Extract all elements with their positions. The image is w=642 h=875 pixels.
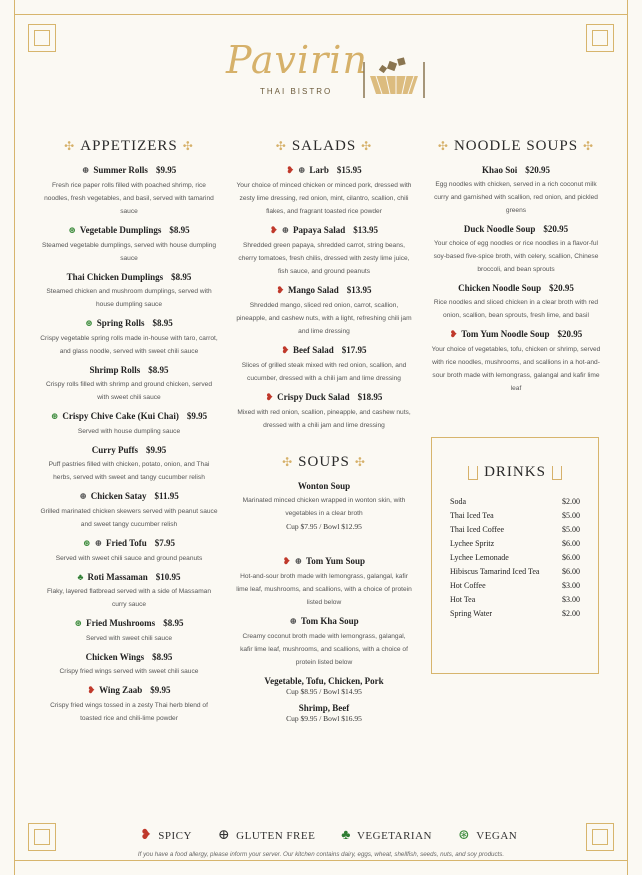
item-price: $9.95 — [146, 445, 167, 455]
drink-price: $3.00 — [562, 595, 580, 604]
menu-item — [236, 616, 412, 669]
logo-subtitle: THAI BISTRO — [260, 87, 333, 96]
item-name: ⊛ ⊕ Fried Tofu $7.95 — [82, 538, 176, 548]
menu-item — [428, 329, 604, 395]
menu-item — [40, 225, 218, 265]
item-name: ⊛ Fried Mushrooms $8.95 — [74, 618, 184, 628]
salads-title: ✣ SALADS ✣ — [275, 138, 373, 154]
protein-name: Vegetable, Tofu, Chicken, Pork — [264, 676, 384, 686]
vegan-icon: ⊛ — [74, 618, 83, 628]
item-price: $13.95 — [346, 285, 372, 295]
item-price: $10.95 — [155, 572, 181, 582]
drink-price: $3.00 — [562, 581, 580, 590]
cup-icon — [552, 466, 562, 480]
noodle-soups-title: ✣ NOODLE SOUPS ✣ — [437, 138, 595, 154]
item-description: Flaky, layered flatbread served with a side of Massaman curry sauce — [46, 588, 212, 608]
item-price: Cup $7.95 / Bowl $12.95 — [286, 522, 362, 531]
item-price: $8.95 — [148, 365, 169, 375]
menu-item — [40, 652, 218, 678]
leaf-icon: ♣ — [77, 572, 84, 582]
gluten-free-icon: ⊕ — [94, 538, 103, 548]
item-description: Crispy vegetable spring rolls made in-house with taro, carrot, and glass noodle, served with sweet chili sauce — [40, 335, 218, 355]
drink-price: $6.00 — [562, 553, 580, 562]
item-name: ❥ Wing Zaab $9.95 — [87, 685, 171, 695]
restaurant-logo — [226, 38, 426, 102]
protein-price: Cup $8.95 / Bowl $14.95 — [286, 687, 362, 696]
item-description: Egg noodles with chicken, served in a rich coconut milk curry and garnished with scallion, red onion, and pickled greens — [434, 181, 598, 214]
corner-ornament-tr-inner — [592, 30, 608, 46]
item-price: $9.95 — [150, 685, 171, 695]
item-name: ⊛ Vegetable Dumplings $8.95 — [68, 225, 190, 235]
legend-vegan: ⊛ VEGAN — [457, 828, 518, 843]
gluten-free-icon: ⊕ — [297, 165, 306, 175]
allergy-note: If you have a food allergy, please inform your server. Our kitchen contains dairy, eggs, wheat, shellfish, seeds, nuts, and soy products. — [137, 851, 505, 858]
protein-name: Shrimp, Beef — [298, 703, 350, 713]
vegan-icon: ⊛ — [85, 318, 93, 328]
item-description: Served with sweet chili sauce and ground peanuts — [55, 555, 203, 562]
item-description: Served with house dumpling sauce — [77, 428, 181, 435]
menu-item — [40, 618, 218, 645]
soups-title: ✣ SOUPS ✣ — [282, 454, 366, 470]
item-name: Curry Puffs $9.95 — [91, 445, 167, 455]
item-description: Mixed with red onion, scallion, pineapple, and cashew nuts, dressed with a chili jam and lime dressing — [237, 409, 411, 429]
menu-item — [40, 445, 218, 484]
item-name: Chicken Wings $8.95 — [85, 652, 173, 662]
legend-gluten-free: ⊕ GLUTEN FREE — [217, 828, 316, 843]
drinks-title: DRINKS — [450, 464, 580, 481]
menu-item — [236, 345, 412, 385]
leaf-icon: ♣ — [341, 827, 351, 843]
vegan-icon: ⊛ — [457, 828, 471, 843]
chili-icon: ❥ — [269, 225, 278, 235]
item-description: Puff pastries filled with chicken, potato, onion, and Thai herbs, served with sweet and tangy cucumber relish — [48, 461, 210, 481]
noodle-soups-list — [428, 165, 604, 395]
item-name: ⊕ Summer Rolls $9.95 — [81, 165, 177, 175]
drink-row — [450, 497, 580, 506]
drink-row — [450, 567, 580, 576]
item-description: Grilled marinated chicken skewers served with peanut sauce and sweet tangy cucumber relish — [40, 508, 218, 528]
item-name: ❥ ⊕ Papaya Salad $13.95 — [269, 225, 379, 235]
item-price: $8.95 — [152, 652, 173, 662]
item-description: Your choice of vegetables, tofu, chicken or shrimp, served with rice noodles, mushrooms, and scallions in a hot-and-sour broth made with lemongrass, galangal and kafir lime leaf — [431, 346, 601, 392]
drink-row — [450, 581, 580, 590]
item-price: $8.95 — [169, 225, 190, 235]
item-price: $18.95 — [357, 392, 383, 402]
item-name: ❥ Crispy Duck Salad $18.95 — [265, 392, 383, 402]
chili-icon: ❥ — [87, 685, 96, 695]
gluten-free-icon: ⊕ — [79, 491, 87, 501]
item-description: Creamy coconut broth made with lemongrass, galangal, kafir lime leaf, mushrooms, and scallions, with a choice of protein listed below — [240, 633, 408, 666]
salads-section — [236, 138, 412, 730]
chili-icon: ❥ — [286, 165, 294, 175]
gluten-free-icon: ⊕ — [217, 828, 231, 843]
item-name: ⊕ Chicken Satay $11.95 — [79, 491, 179, 501]
item-description: Your choice of egg noodles or rice noodles in a flavor-ful soy-based five-spice broth, with celery, scallion, Chinese broccoli, and bean sprouts — [433, 240, 599, 273]
drink-name: Hibiscus Tamarind Iced Tea — [450, 567, 540, 576]
menu-item — [236, 285, 412, 338]
chili-icon: ❥ — [276, 285, 285, 295]
item-description: Crispy rolls filled with shrimp and ground chicken, served with sweet chili sauce — [45, 381, 212, 401]
drinks-list — [450, 497, 580, 618]
menu-item — [40, 411, 218, 438]
drink-price: $2.00 — [562, 609, 580, 618]
protein-option — [236, 676, 412, 696]
menu-item — [40, 318, 218, 358]
menu-item — [428, 224, 604, 276]
menu-item — [428, 165, 604, 217]
item-description: Marinated minced chicken wrapped in wonton skin, with vegetables in a clear broth — [242, 497, 406, 517]
dietary-legend — [140, 827, 517, 844]
item-name: ❥ ⊕ Larb $15.95 — [286, 165, 362, 175]
item-name: ⊛ Spring Rolls $8.95 — [85, 318, 173, 328]
item-price: $15.95 — [336, 165, 362, 175]
bowl-icon — [362, 54, 426, 102]
drink-name: Hot Coffee — [450, 581, 486, 590]
cup-icon — [468, 466, 478, 480]
item-description: Shredded mango, sliced red onion, carrot, scallion, pineapple, and cashew nuts, with a light, refreshing chili jam and lime dressing — [236, 302, 412, 335]
chili-icon: ❥ — [282, 556, 291, 566]
item-name: ♣ Roti Massaman $10.95 — [77, 572, 181, 582]
item-description: Served with sweet chili sauce — [85, 635, 173, 642]
protein-price: Cup $9.95 / Bowl $16.95 — [286, 714, 362, 723]
top-border — [14, 14, 628, 15]
menu-item — [40, 685, 218, 725]
drink-price: $5.00 — [562, 511, 580, 520]
item-price: $20.95 — [525, 165, 550, 175]
item-price: $17.95 — [341, 345, 367, 355]
logo-name: Pavirin — [226, 38, 368, 82]
menu-item — [40, 365, 218, 404]
chili-icon: ❥ — [140, 828, 153, 843]
menu-item — [40, 538, 218, 565]
item-description: Your choice of minced chicken or minced pork, dressed with zesty lime dressing, red onion, mint, cilantro, scallion, chili flakes, and fragrant toasted rice powder — [236, 182, 412, 215]
item-name: Khao Soi $20.95 — [481, 165, 550, 175]
drink-row — [450, 609, 580, 618]
legend-spicy: ❥ SPICY — [140, 828, 192, 843]
appetizers-section — [40, 138, 218, 732]
item-price: $20.95 — [549, 283, 574, 293]
drink-row — [450, 525, 580, 534]
vegan-icon: ⊛ — [82, 538, 91, 548]
vegan-icon: ⊛ — [68, 225, 76, 235]
item-description: Steamed vegetable dumplings, served with house dumpling sauce — [41, 242, 217, 262]
menu-item — [40, 572, 218, 611]
drink-name: Spring Water — [450, 609, 493, 618]
item-name: ⊛ Crispy Chive Cake (Kui Chai) $9.95 — [50, 411, 208, 421]
item-price: $20.95 — [543, 224, 569, 234]
gluten-free-icon: ⊕ — [289, 616, 297, 626]
item-name: ⊕ Tom Kha Soup — [289, 616, 359, 626]
noodle-soups-section — [428, 138, 604, 402]
item-name: Thai Chicken Dumplings $8.95 — [66, 272, 192, 282]
item-name: Duck Noodle Soup $20.95 — [463, 224, 569, 234]
item-price: $11.95 — [154, 491, 179, 501]
item-name: Wonton Soup — [297, 481, 351, 491]
legend-vegetarian: ♣ VEGETARIAN — [341, 827, 432, 843]
vegan-icon: ⊛ — [50, 411, 59, 421]
drink-price: $2.00 — [562, 497, 580, 506]
item-name: Shrimp Rolls $8.95 — [89, 365, 169, 375]
menu-item — [40, 165, 218, 218]
drinks-box — [431, 437, 599, 674]
item-name: ❥ ⊕ Tom Yum Soup — [282, 556, 366, 566]
menu-item — [236, 225, 412, 278]
protein-option — [236, 703, 412, 723]
item-price: $13.95 — [353, 225, 379, 235]
menu-item — [236, 165, 412, 218]
item-price: $9.95 — [186, 411, 208, 421]
drink-row — [450, 511, 580, 520]
item-name: ❥ Tom Yum Noodle Soup $20.95 — [449, 329, 583, 339]
menu-item — [428, 283, 604, 322]
item-name: ❥ Mango Salad $13.95 — [276, 285, 372, 295]
item-price: $7.95 — [154, 538, 176, 548]
appetizers-list — [40, 165, 218, 725]
item-description: Crispy fried wings tossed in a zesty Thai herb blend of toasted rice and chili-lime powder — [50, 702, 208, 722]
gluten-free-icon: ⊕ — [81, 165, 90, 175]
item-price: $8.95 — [152, 318, 173, 328]
drink-price: $6.00 — [562, 567, 580, 576]
item-name: Chicken Noodle Soup $20.95 — [458, 283, 574, 293]
item-price: $8.95 — [171, 272, 192, 282]
salads-list — [236, 165, 412, 432]
drink-price: $6.00 — [562, 539, 580, 548]
drink-name: Thai Iced Tea — [450, 511, 494, 520]
menu-item — [236, 481, 412, 531]
item-description: Steamed chicken and mushroom dumplings, served with house dumpling sauce — [46, 288, 212, 308]
gluten-free-icon: ⊕ — [294, 556, 303, 566]
item-description: Slices of grilled steak mixed with red onion, scallion, and cucumber, dressed with a chili jam and lime dressing — [241, 362, 407, 382]
appetizers-title: ✣ APPETIZERS ✣ — [64, 138, 194, 154]
item-description: Hot-and-sour broth made with lemongrass, galangal, kafir lime leaf, mushrooms, and scallions, with a choice of protein listed below — [236, 573, 412, 606]
bottom-border — [14, 860, 628, 861]
menu-item — [40, 272, 218, 311]
corner-ornament-bl-inner — [34, 829, 50, 845]
item-description: Fresh rice paper rolls filled with poached shrimp, rice noodles, fresh vegetables, and basil, served with tamarind sauce — [44, 182, 214, 215]
chili-icon: ❥ — [265, 392, 274, 402]
drink-row — [450, 553, 580, 562]
corner-ornament-tl-inner — [34, 30, 50, 46]
drink-name: Lychee Lemonade — [450, 553, 509, 562]
menu-item — [236, 556, 412, 609]
drink-price: $5.00 — [562, 525, 580, 534]
corner-ornament-br-inner — [592, 829, 608, 845]
item-price: $8.95 — [163, 618, 184, 628]
drink-name: Hot Tea — [450, 595, 476, 604]
menu-item — [236, 392, 412, 432]
item-description: Rice noodles and sliced chicken in a clear broth with red onion, scallion, bean sprouts, fresh lime, and basil — [433, 299, 599, 319]
item-name: ❥ Beef Salad $17.95 — [281, 345, 367, 355]
item-price: $20.95 — [557, 329, 583, 339]
menu-item — [40, 491, 218, 531]
item-description: Crispy fried wings served with sweet chili sauce — [59, 668, 199, 675]
chili-icon: ❥ — [449, 329, 458, 339]
gluten-free-icon: ⊕ — [281, 225, 290, 235]
drink-row — [450, 595, 580, 604]
drink-name: Thai Iced Coffee — [450, 525, 505, 534]
drink-row — [450, 539, 580, 548]
chili-icon: ❥ — [281, 345, 290, 355]
item-description: Shredded green papaya, shredded carrot, string beans, cherry tomatoes, fresh chilis, dressed with zesty lime juice, fish sauce, and ground peanuts — [238, 242, 410, 275]
drink-name: Soda — [450, 497, 466, 506]
drink-name: Lychee Spritz — [450, 539, 495, 548]
item-price: $9.95 — [155, 165, 177, 175]
